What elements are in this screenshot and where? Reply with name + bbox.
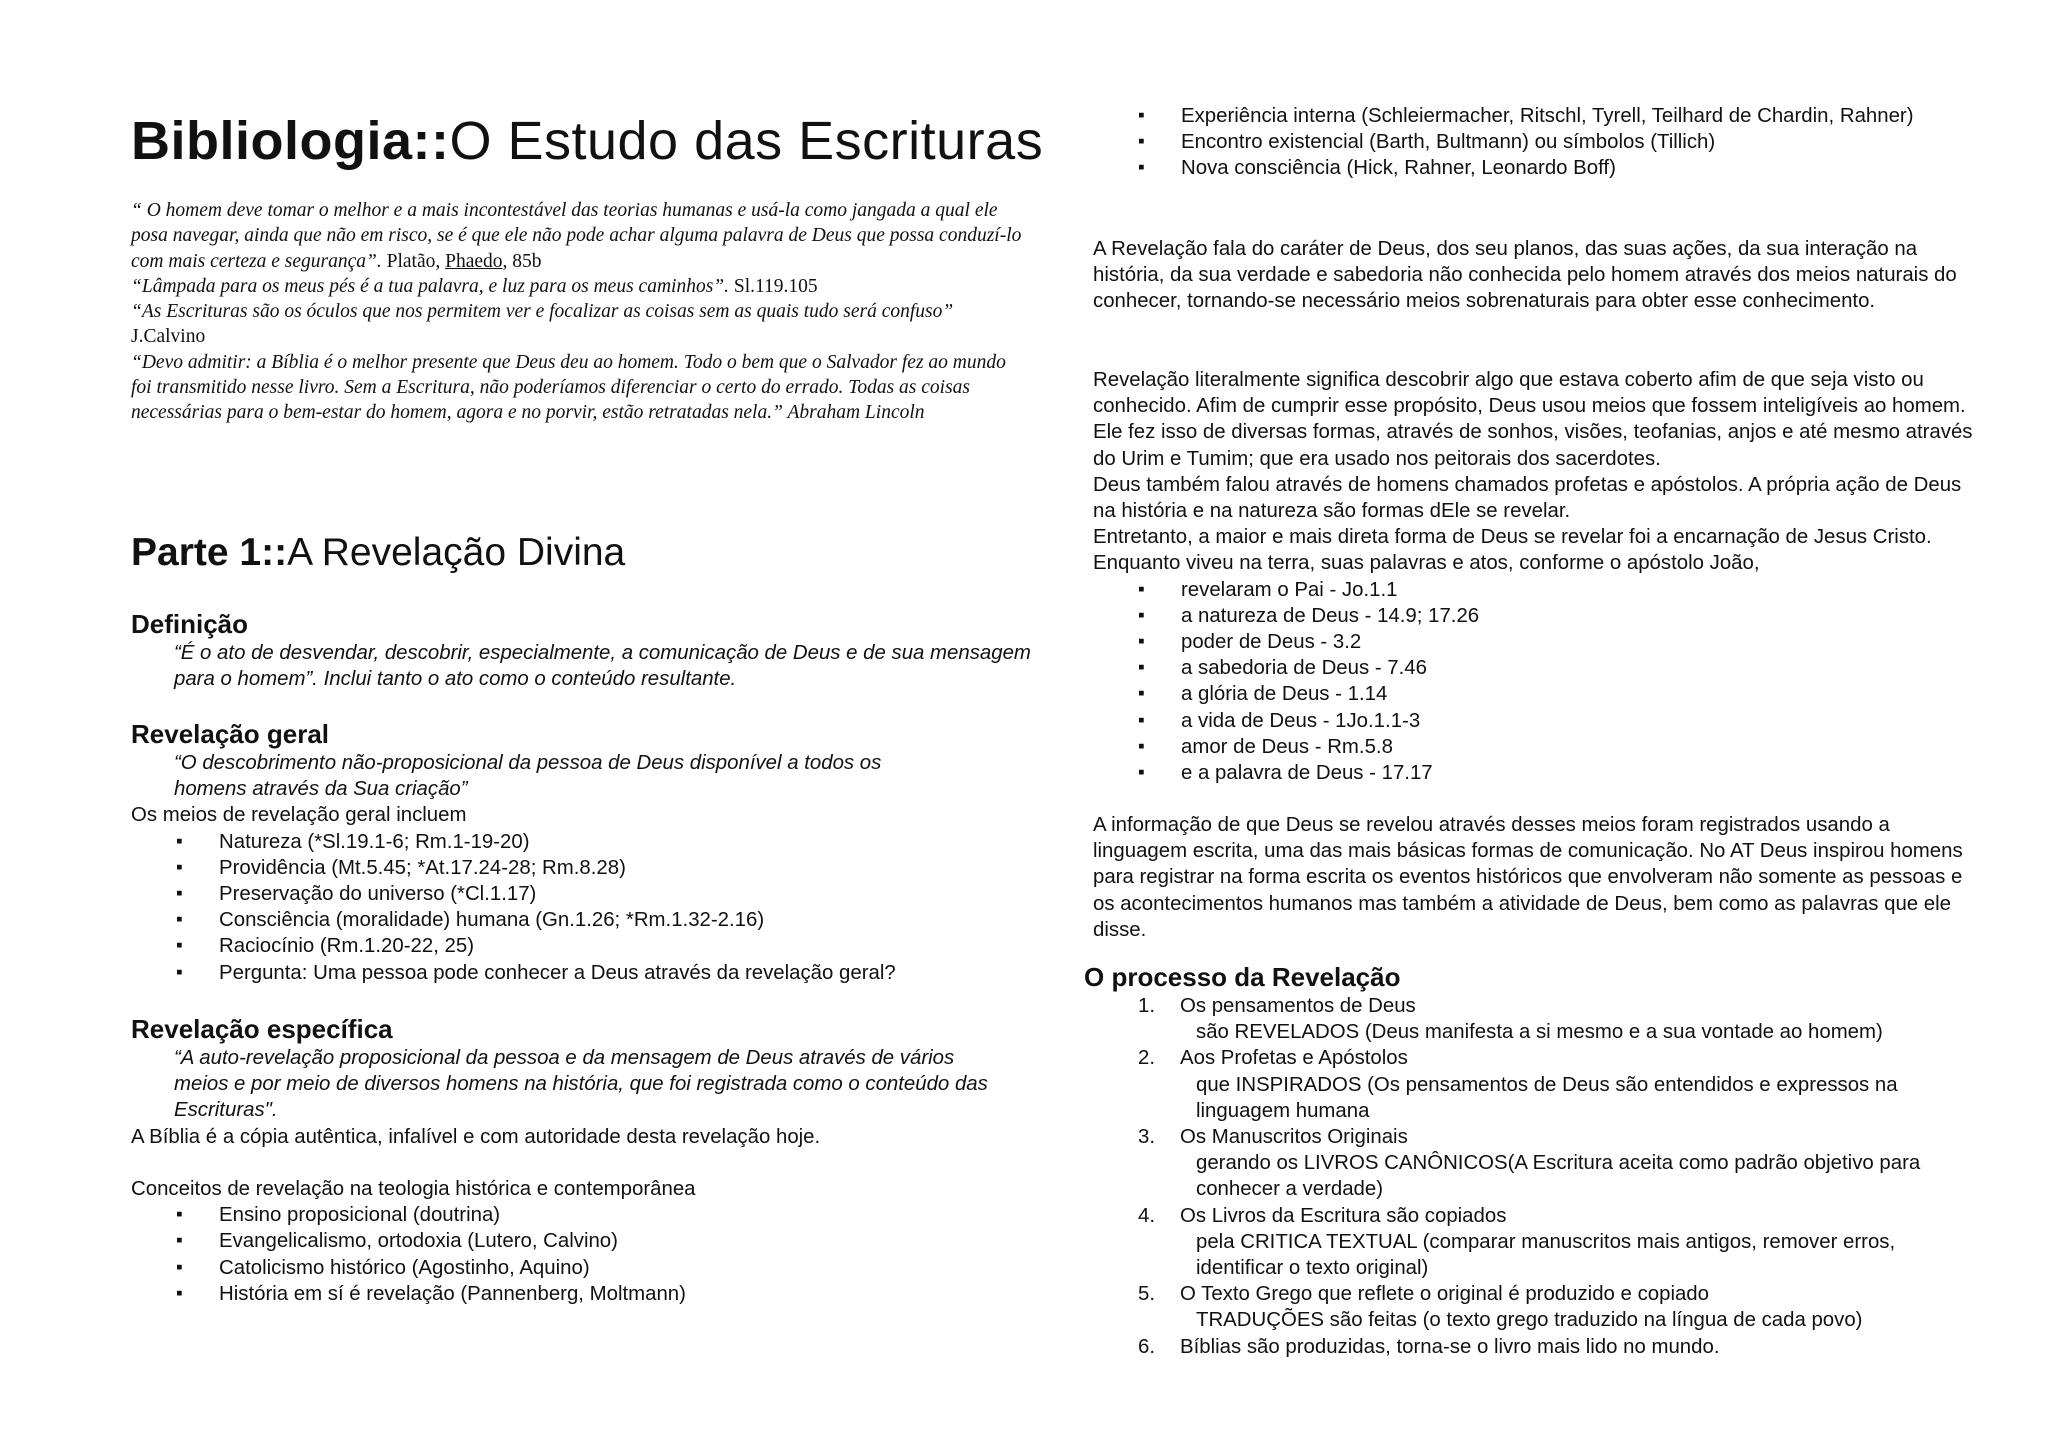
list-item: ▪ Catolicismo histórico (Agostinho, Aquino) bbox=[131, 1255, 1031, 1281]
quote-text: “As Escrituras são os óculos que nos permitem ver e focalizar as coisas sem as quais tudo será confuso” bbox=[131, 301, 954, 323]
processo-step bbox=[1093, 1203, 1998, 1282]
paras-block bbox=[1093, 367, 1988, 786]
processo-step bbox=[1093, 1045, 1998, 1124]
especifica-quote: “A auto-revelação proposicional da pessoa e da mensagem de Deus através de vários meios e por meio de diversos homens na história, que foi registrada como o conteúdo das Escrituras". bbox=[174, 1047, 988, 1122]
list-item: ▪ a natureza de Deus - 14.9; 17.26 bbox=[1093, 603, 1988, 629]
quote-attr: Sl.119.105 bbox=[729, 275, 818, 297]
phaedo-link[interactable]: Phaedo bbox=[445, 250, 503, 272]
quote-attr: Platão, bbox=[381, 250, 446, 272]
list-item: ▪ Providência (Mt.5.45; *At.17.24-28; Rm.8.28) bbox=[131, 855, 1031, 881]
step-sub: que INSPIRADOS (Os pensamentos de Deus são entendidos e expressos na linguagem humana bbox=[1196, 1073, 1898, 1122]
quote-text: “ O homem deve tomar o melhor e a mais incontestável das teorias humanas e usá-la como jangada a qual ele posa navegar, ainda que não em risco, se é que ele não pode achar alguma palavra de Deus que possa conduzí-lo com mais certeza e segurança”. bbox=[131, 200, 1022, 272]
quote-salmo bbox=[131, 274, 1031, 299]
list-item: ▪ História em sí é revelação (Pannenberg, Moltmann) bbox=[131, 1281, 1031, 1307]
part-bold: Parte 1:: bbox=[131, 531, 288, 574]
title-rest: O Estudo das Escrituras bbox=[449, 111, 1044, 171]
geral-quote: “O descobrimento não-proposicional da pessoa de Deus disponível a todos os homens através da Sua criação” bbox=[174, 752, 882, 801]
geral-block bbox=[131, 750, 1031, 986]
step-sub: gerando os LIVROS CANÔNICOS(A Escritura aceita como padrão objetivo para conhecer a verdade) bbox=[1196, 1152, 1921, 1201]
processo-step bbox=[1093, 1281, 1998, 1333]
quote-attr: J.Calvino bbox=[131, 326, 206, 348]
quote-text: “Devo admitir: a Bíblia é o melhor presente que Deus deu ao homem. Todo o bem que o Salvador fez ao mundo foi transmitido nesse livro. Sem a Escritura, não poderíamos diferenciar o certo do errado. Todas as coisas necessárias para o bem-estar do homem, agora e no porvir, estão retratadas nela.” Abraham Lincoln bbox=[131, 351, 1006, 424]
list-item: ▪ Experiência interna (Schleiermacher, Ritschl, Tyrell, Teilhard de Chardin, Rahner) bbox=[1093, 103, 1923, 129]
conceitos-list bbox=[131, 1202, 1031, 1307]
step-sub: pela CRITICA TEXTUAL (comparar manuscritos mais antigos, remover erros, identificar o texto original) bbox=[1196, 1230, 1896, 1280]
step-sub: TRADUÇÕES são feitas (o texto grego traduzido na língua de cada povo) bbox=[1196, 1309, 1863, 1332]
step-title: Os Livros da Escritura são copiados bbox=[1180, 1204, 1507, 1227]
processo-block bbox=[1093, 993, 1998, 1360]
list-item: ▪ Preservação do universo (*Cl.1.17) bbox=[131, 881, 1031, 907]
list-item: ▪ e a palavra de Deus - 17.17 bbox=[1093, 760, 1988, 786]
title-bold: Bibliologia:: bbox=[131, 111, 450, 171]
processo-step bbox=[1093, 993, 1998, 1045]
step-title: O Texto Grego que reflete o original é produzido e copiado bbox=[1180, 1283, 1709, 1306]
step-title: Bíblias são produzidas, torna-se o livro mais lido no mundo. bbox=[1180, 1335, 1720, 1358]
list-item: ▪ amor de Deus - Rm.5.8 bbox=[1093, 734, 1988, 760]
quote-text: “Lâmpada para os meus pés é a tua palavra, e luz para os meus caminhos”. bbox=[131, 275, 730, 297]
top-list-block bbox=[1093, 103, 1998, 182]
definicao-text: “É o ato de desvendar, descobrir, especialmente, a comunicação de Deus e de sua mensagem para o homem”. Inclui tanto o ato como o conteúdo resultante. bbox=[174, 642, 1031, 691]
page-title bbox=[131, 106, 1043, 176]
processo-heading: O processo da Revelação bbox=[1084, 962, 1401, 992]
step-title: Os pensamentos de Deus bbox=[1180, 995, 1416, 1017]
step-number: 2. bbox=[1138, 1047, 1156, 1070]
part-heading bbox=[131, 528, 625, 578]
top-list bbox=[1093, 103, 1923, 182]
quote-attr-post: , 85b bbox=[502, 250, 542, 272]
step-sub: são REVELADOS (Deus manifesta a si mesmo e a sua vontade ao homem) bbox=[1196, 1021, 1883, 1044]
quote-lincoln bbox=[131, 350, 1031, 426]
conceitos-block bbox=[131, 1176, 1031, 1307]
step-title: Os Manuscritos Originais bbox=[1180, 1126, 1408, 1149]
processo-list bbox=[1093, 993, 1998, 1360]
list-item: ▪ a glória de Deus - 1.14 bbox=[1093, 681, 1988, 707]
para-encarnacao: Entretanto, a maior e mais direta forma de Deus se revelar foi a encarnação de Jesus Cristo. Enquanto viveu na terra, suas palavras e atos, conforme o apóstolo João, bbox=[1093, 526, 1932, 575]
list-item: ▪ Encontro existencial (Barth, Bultmann) ou símbolos (Tillich) bbox=[1093, 129, 1923, 155]
step-title: Aos Profetas e Apóstolos bbox=[1180, 1047, 1408, 1070]
para-profetas: Deus também falou através de homens chamados profetas e apóstolos. A própria ação de Deus na história e na natureza são formas dEle se revelar. bbox=[1093, 473, 1962, 523]
para-caráter: A Revelação fala do caráter de Deus, dos seu planos, das suas ações, da sua interação na história, da sua verdade e sabedoria não conhecida pelo homem através dos meios naturais do conhecer, tornando-se necessário meios sobrenaturais para obter esse conhecimento. bbox=[1093, 238, 1957, 313]
step-number: 3. bbox=[1138, 1126, 1156, 1149]
geral-list bbox=[131, 829, 1031, 986]
list-item: ▪ Nova consciência (Hick, Rahner, Leonardo Boff) bbox=[1093, 155, 1923, 181]
list-item: ▪ a vida de Deus - 1Jo.1.1-3 bbox=[1093, 708, 1988, 734]
jesus-list bbox=[1093, 577, 1988, 787]
quote-platao bbox=[131, 198, 1031, 274]
para-significa: Revelação literalmente significa descobrir algo que estava coberto afim de que seja visto ou conhecido. Afim de cumprir esse propósito, Deus usou meios que fossem inteligíveis ao homem. Ele fez isso de diversas formas, através de sonhos, visões, teofanias, anjos e até mesmo através do Urim e Tumim; que era usado nos peitorais dos sacerdotes. bbox=[1093, 369, 1973, 470]
step-number: 4. bbox=[1138, 1204, 1156, 1227]
list-item: ▪ poder de Deus - 3.2 bbox=[1093, 629, 1988, 655]
list-item: ▪ Ensino proposicional (doutrina) bbox=[131, 1202, 1031, 1228]
processo-step bbox=[1093, 1124, 1998, 1203]
conceitos-intro: Conceitos de revelação na teologia histórica e contemporânea bbox=[131, 1178, 696, 1200]
list-item: ▪ Natureza (*Sl.19.1-6; Rm.1-19-20) bbox=[131, 829, 1031, 855]
list-item: ▪ Raciocínio (Rm.1.20-22, 25) bbox=[131, 933, 1031, 959]
geral-heading: Revelação geral bbox=[131, 719, 330, 749]
list-item: ▪ revelaram o Pai - Jo.1.1 bbox=[1093, 577, 1988, 603]
especifica-block bbox=[131, 1045, 1031, 1150]
step-number: 5. bbox=[1138, 1283, 1156, 1306]
list-item: ▪ Evangelicalismo, ortodoxia (Lutero, Calvino) bbox=[131, 1228, 1031, 1254]
list-item: ▪ Consciência (moralidade) humana (Gn.1.26; *Rm.1.32-2.16) bbox=[131, 907, 1031, 933]
quote-calvino bbox=[131, 299, 1031, 350]
geral-intro: Os meios de revelação geral incluem bbox=[131, 804, 467, 827]
para-informacao: A informação de que Deus se revelou através desses meios foram registrados usando a linguagem escrita, uma das mais básicas formas de comunicação. No AT Deus inspirou homens para registrar na forma escrita os eventos históricos que envolveram não somente as pessoas e os acontecimentos humanos mas também a atividade de Deus, bem como as palavras que ele disse. bbox=[1093, 814, 1963, 941]
list-item: ▪ Pergunta: Uma pessoa pode conhecer a Deus através da revelação geral? bbox=[131, 960, 1031, 986]
part-rest: A Revelação Divina bbox=[287, 531, 626, 574]
especifica-heading: Revelação específica bbox=[131, 1014, 393, 1044]
especifica-after: A Bíblia é a cópia autêntica, infalível e com autoridade desta revelação hoje. bbox=[131, 1125, 821, 1148]
processo-step bbox=[1093, 1334, 1998, 1360]
list-item: ▪ a sabedoria de Deus - 7.46 bbox=[1093, 655, 1988, 681]
definicao-heading: Definição bbox=[131, 609, 249, 639]
step-number: 6. bbox=[1138, 1335, 1156, 1358]
step-number: 1. bbox=[1138, 995, 1156, 1017]
quotes-block bbox=[131, 198, 1031, 426]
